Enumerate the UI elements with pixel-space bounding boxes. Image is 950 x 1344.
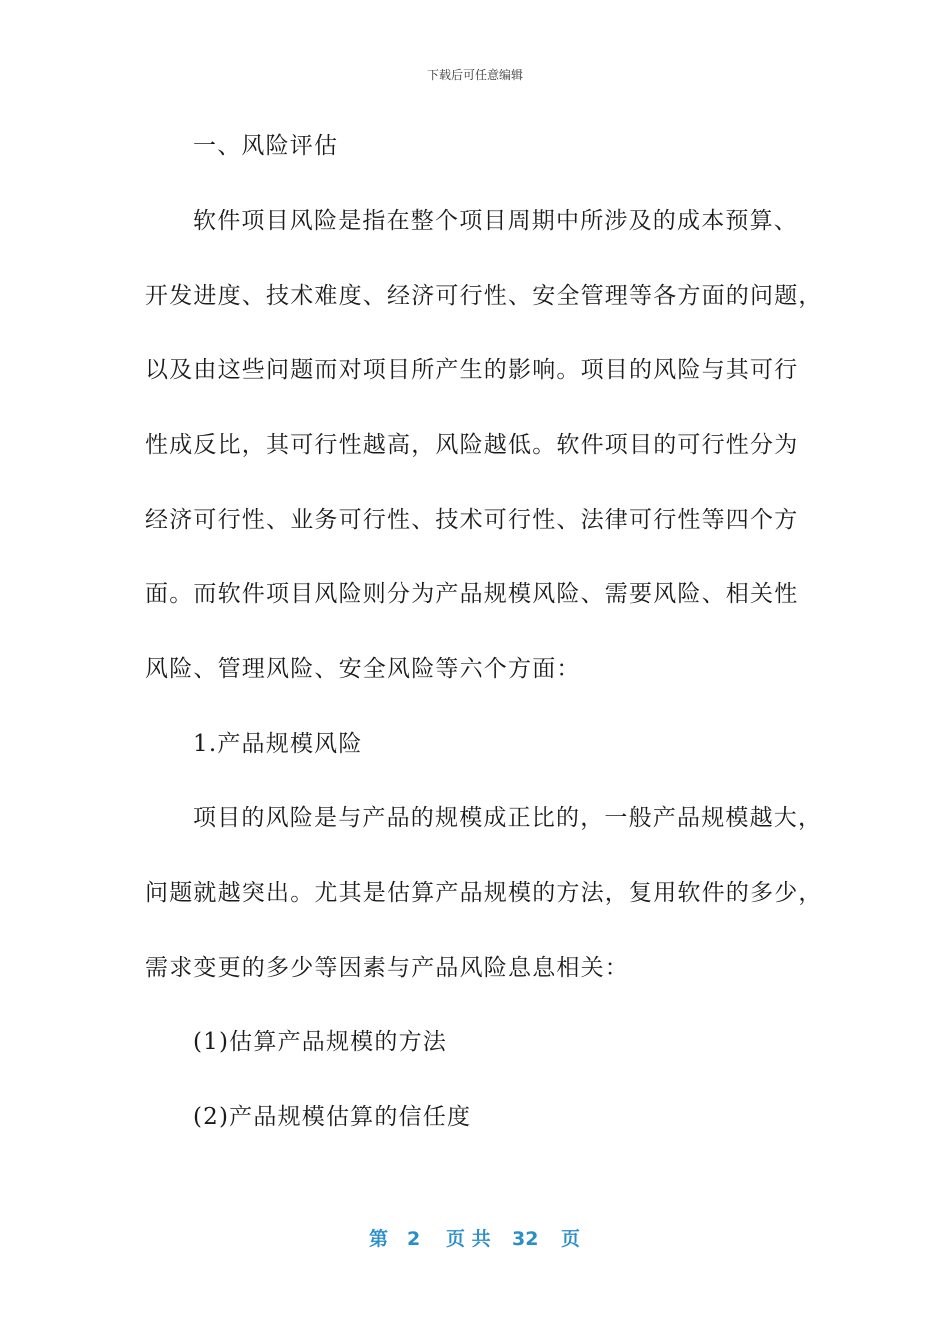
footer-ye-gong: 页 共 — [446, 1228, 491, 1250]
header-note: 下载后可任意编辑 — [426, 68, 523, 82]
footer-page-number: 2 — [407, 1228, 421, 1250]
paragraph-line: 以及由这些问题而对项目所产生的影响。项目的风险与其可行 — [145, 357, 799, 383]
section-heading: 一、风险评估 — [193, 133, 339, 159]
page-footer — [0, 1226, 950, 1252]
paragraph-line: 需求变更的多少等因素与产品风险息息相关： — [145, 955, 629, 981]
paragraph-line: 风险、管理风险、安全风险等六个方面： — [145, 656, 581, 682]
footer-di: 第 — [369, 1228, 389, 1250]
paragraph-line: 性成反比，其可行性越高，风险越低。软件项目的可行性分为 — [145, 432, 799, 458]
paragraph-line: 面。而软件项目风险则分为产品规模风险、需要风险、相关性 — [145, 581, 799, 607]
footer-ye: 页 — [561, 1228, 581, 1250]
paragraph-line: 开发进度、技术难度、经济可行性、安全管理等各方面的问题， — [145, 283, 823, 309]
subsection-heading: 1.产品规模风险 — [193, 731, 363, 757]
paragraph-line: 项目的风险是与产品的规模成正比的，一般产品规模越大， — [193, 805, 823, 831]
paragraph-line: 经济可行性、业务可行性、技术可行性、法律可行性等四个方 — [145, 507, 799, 533]
list-item: (2)产品规模估算的信任度 — [193, 1104, 472, 1130]
paragraph-line: 问题就越突出。尤其是估算产品规模的方法，复用软件的多少， — [145, 880, 823, 906]
footer-total-pages: 32 — [512, 1228, 539, 1250]
list-item: (1)估算产品规模的方法 — [193, 1029, 447, 1055]
paragraph-line: 软件项目风险是指在整个项目周期中所涉及的成本预算、 — [193, 208, 798, 234]
